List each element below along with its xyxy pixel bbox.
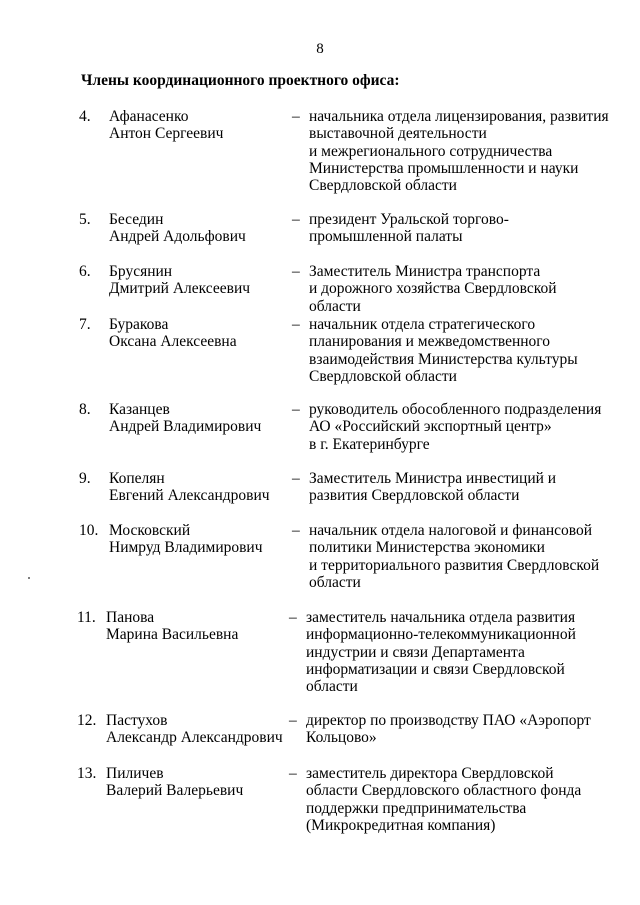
member-surname: Буракова [109, 316, 169, 333]
member-surname: Казанцев [109, 401, 170, 418]
member-given-names: Дмитрий Алексеевич [109, 280, 251, 298]
dash-separator: – [289, 765, 297, 782]
dash-separator: – [292, 522, 300, 539]
member-name [109, 470, 284, 505]
member-number: 4. [79, 108, 91, 125]
member-given-names: Александр Александрович [106, 729, 283, 747]
dash-separator: – [292, 316, 300, 333]
member-number: 13. [77, 765, 97, 782]
member-given-names: Антон Сергеевич [109, 125, 224, 143]
member-name [109, 108, 284, 143]
member-name [109, 401, 284, 436]
member-position: президент Уральской торгово-промышленной палаты [309, 211, 509, 246]
member-given-names: Валерий Валерьевич [106, 782, 244, 800]
dash-separator: – [292, 211, 300, 228]
dash-separator: – [289, 609, 297, 626]
member-position: заместитель директора Свердловской области Свердловского областного фонда поддержки предпринимательства (Микрокредитная компания) [306, 765, 582, 834]
member-surname: Московский [109, 522, 191, 539]
dash-separator: – [292, 108, 300, 125]
dash-separator: – [289, 712, 297, 729]
member-number: 8. [79, 401, 91, 418]
member-given-names: Евгений Александрович [109, 487, 270, 505]
member-position: Заместитель Министра транспорта и дорожного хозяйства Свердловской области [309, 263, 557, 315]
dash-separator: – [292, 401, 300, 418]
member-given-names: Оксана Алексеевна [109, 333, 237, 351]
member-position: заместитель начальника отдела развития информационно-телекоммуникационной индустрии и связи Департамента информатизации и связи Свердловской области [306, 609, 576, 696]
member-number: 10. [79, 522, 99, 539]
member-name [109, 263, 284, 298]
member-surname: Пастухов [106, 712, 168, 729]
member-surname: Панова [106, 609, 155, 626]
member-position: Заместитель Министра инвестиций и развития Свердловской области [309, 470, 557, 505]
member-name [109, 522, 284, 557]
member-position: начальник отдела налоговой и финансовой политики Министерства экономики и территориального развития Свердловской области [309, 522, 600, 591]
member-surname: Афанасенко [109, 108, 189, 125]
scan-speck [28, 577, 30, 579]
section-heading: Члены координационного проектного офиса: [81, 72, 400, 89]
member-given-names: Андрей Владимирович [109, 418, 262, 436]
dash-separator: – [292, 263, 300, 280]
member-number: 12. [77, 712, 97, 729]
member-position: начальник отдела стратегического планирования и межведомственного взаимодействия Министерства культуры Свердловской области [309, 316, 578, 385]
member-name [106, 712, 281, 747]
member-number: 6. [79, 263, 91, 280]
member-surname: Копелян [109, 470, 165, 487]
member-name [106, 765, 281, 800]
member-number: 5. [79, 211, 91, 228]
member-name [109, 211, 284, 246]
member-surname: Брусянин [109, 263, 173, 280]
member-number: 9. [79, 470, 91, 487]
member-number: 11. [77, 609, 96, 626]
member-number: 7. [79, 316, 91, 333]
member-given-names: Андрей Адольфович [109, 228, 246, 246]
member-given-names: Нимруд Владимирович [109, 539, 263, 557]
member-position: директор по производству ПАО «Аэропорт Кольцово» [306, 712, 591, 747]
member-surname: Пиличев [106, 765, 164, 782]
member-given-names: Марина Васильевна [106, 626, 239, 644]
member-position: руководитель обособленного подразделения АО «Российский экспортный центр» в г. Екатеринбурге [309, 401, 602, 453]
member-surname: Беседин [109, 211, 164, 228]
member-name [109, 316, 284, 351]
member-position: начальника отдела лицензирования, развития выставочной деятельности и межрегионального сотрудничества Министерства промышленности и науки Свердловской области [309, 108, 609, 195]
member-name [106, 609, 281, 644]
page-number: 8 [316, 41, 324, 57]
dash-separator: – [292, 470, 300, 487]
